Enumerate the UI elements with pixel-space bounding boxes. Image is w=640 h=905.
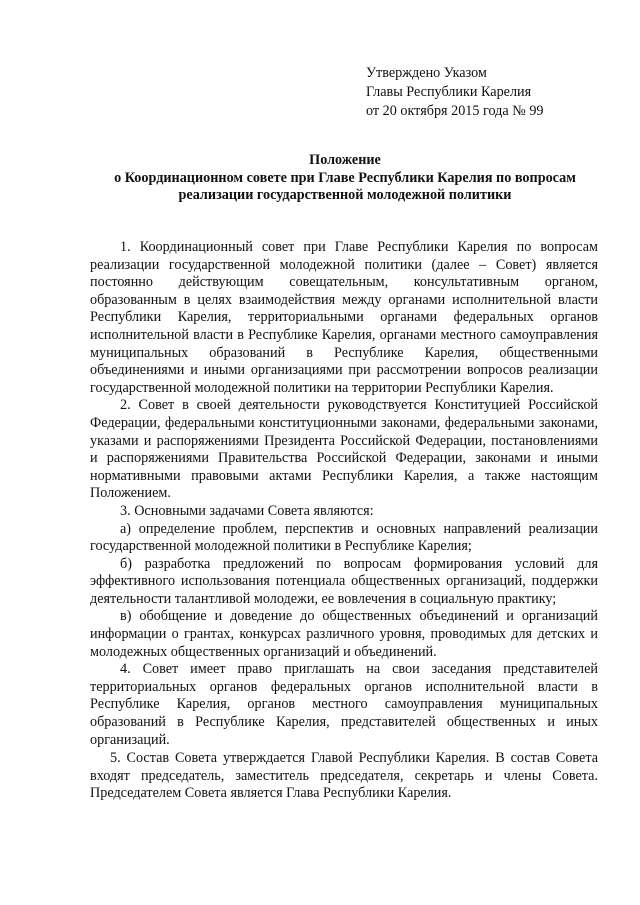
paragraph-1: 1. Координационный совет при Главе Республики Карелия по вопросам реализации государственной молодежной политики (далее – Совет) является постоянно действующим совещательным, консультативным органом, образованным в целях взаимодействия между органами исполнительной власти Республики Карелия, территориальными органами федеральных органов исполнительной власти в Республике Карелия, органами местного самоуправления муниципальных образований в Республике Карелия, общественными объединениями и иными организациями при рассмотрении вопросов реализации государственной молодежной политики на территории Республики Карелия.: [90, 239, 598, 396]
paragraph-3a: а) определение проблем, перспектив и основных направлений реализации государственной молодежной политики в Республике Карелия;: [90, 520, 598, 555]
approval-line-3: от 20 октября 2015 года № 99: [366, 103, 544, 119]
paragraph-3c: в) обобщение и доведение до общественных объединений и организаций информации о грантах, конкурсах различного уровня, проводимых для детских и молодежных общественных организаций и объединений.: [90, 608, 598, 660]
approval-stamp: [366, 64, 544, 121]
document-body: [90, 239, 598, 803]
paragraph-4: 4. Совет имеет право приглашать на свои заседания представителей территориальных органов федеральных органов исполнительной власти в Республике Карелия, органов местного самоуправления муниципальных образований в Республике Карелия, представителей общественных и иных организаций.: [90, 661, 598, 748]
approval-line-1: Утверждено Указом: [366, 65, 487, 81]
title-line-1: Положение: [309, 152, 381, 168]
document-title: [90, 152, 600, 205]
title-line-3: реализации государственной молодежной политики: [178, 187, 512, 203]
title-line-2: о Координационном совете при Главе Республики Карелия по вопросам: [114, 169, 576, 186]
paragraph-2: 2. Совет в своей деятельности руководствуется Конституцией Российской Федерации, федеральными конституционными законами, федеральными законами, указами и распоряжениями Президента Российской Федерации, постановлениями и распоряжениями Правительства Российской Федерации, законами и иными нормативными правовыми актами Республики Карелия, а также настоящим Положением.: [90, 397, 598, 502]
paragraph-3: 3. Основными задачами Совета являются:: [120, 502, 374, 519]
paragraph-5: 5. Состав Совета утверждается Главой Республики Карелия. В состав Совета входят председатель, заместитель председателя, секретарь и члены Совета. Председателем Совета является Глава Республики Карелия.: [90, 750, 598, 802]
approval-line-2: Главы Республики Карелия: [366, 84, 532, 100]
paragraph-3b: б) разработка предложений по вопросам формирования условий для эффективного использования потенциала общественных организаций, поддержки деятельности талантливой молодежи, ее вовлечения в социальную практику;: [90, 555, 598, 607]
